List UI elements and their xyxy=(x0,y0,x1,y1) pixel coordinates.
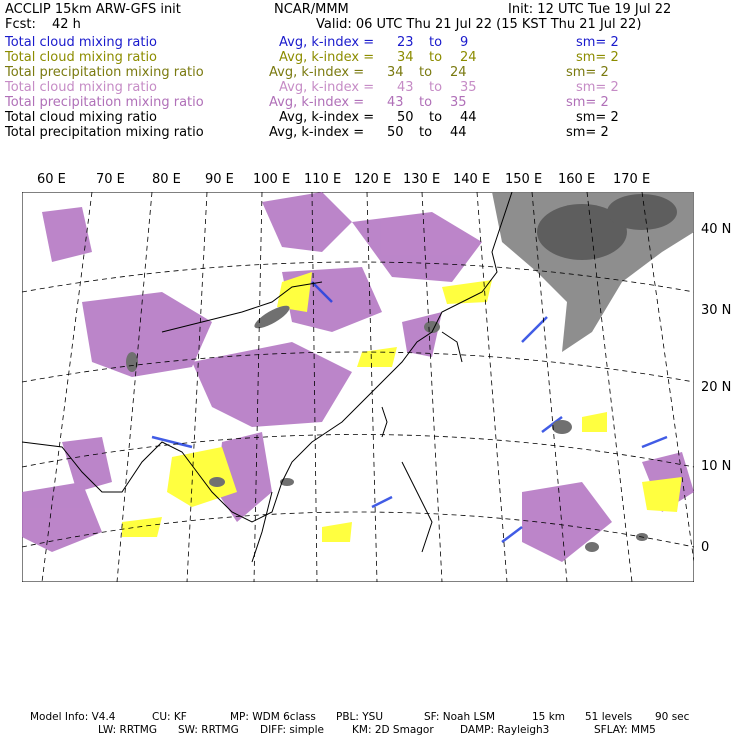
field-avg: Avg, k-index = xyxy=(279,80,375,95)
lat-label: 30 N xyxy=(701,303,732,318)
field-name: Total cloud mixing ratio xyxy=(5,80,158,95)
field-avg: Avg, k-index = xyxy=(269,125,365,140)
field-row xyxy=(5,50,735,65)
field-name: Total cloud mixing ratio xyxy=(5,35,158,50)
lat-label: 40 N xyxy=(701,222,732,237)
footer-damp: DAMP: Rayleigh3 xyxy=(460,724,550,736)
lat-label: 10 N xyxy=(701,459,732,474)
weather-map xyxy=(22,192,694,582)
field-to: to xyxy=(419,125,433,140)
field-name: Total cloud mixing ratio xyxy=(5,110,158,125)
field-to: to xyxy=(429,80,443,95)
field-to: to xyxy=(429,110,443,125)
field-avg: Avg, k-index = xyxy=(269,65,365,80)
footer-lw: LW: RRTMG xyxy=(98,724,157,736)
field-k1: 34 xyxy=(387,65,404,80)
field-k2: 35 xyxy=(450,95,467,110)
field-k1: 23 xyxy=(397,35,414,50)
model-title: ACCLIP 15km ARW-GFS init xyxy=(5,2,181,17)
field-k1: 43 xyxy=(387,95,404,110)
field-sm: sm= 2 xyxy=(576,35,619,50)
field-k1: 34 xyxy=(397,50,414,65)
footer-cu: CU: KF xyxy=(152,711,187,723)
footer-resolution: 15 km xyxy=(532,711,566,723)
field-row xyxy=(5,125,735,140)
lon-label: 60 E xyxy=(37,172,66,187)
lon-label: 140 E xyxy=(453,172,491,187)
footer-model-info: Model Info: V4.4 xyxy=(30,711,116,723)
footer-sflay: SFLAY: MM5 xyxy=(594,724,656,736)
org-label: NCAR/MMM xyxy=(274,2,349,17)
footer-km: KM: 2D Smagor xyxy=(352,724,434,736)
field-to: to xyxy=(419,65,433,80)
footer-timestep: 90 sec xyxy=(655,711,690,723)
field-k2: 44 xyxy=(450,125,467,140)
field-name: Total cloud mixing ratio xyxy=(5,50,158,65)
lon-label: 120 E xyxy=(354,172,392,187)
footer-levels: 51 levels xyxy=(585,711,633,723)
field-row xyxy=(5,110,735,125)
field-to: to xyxy=(429,35,443,50)
lon-label: 110 E xyxy=(304,172,342,187)
field-sm: sm= 2 xyxy=(566,65,609,80)
field-k1: 50 xyxy=(397,110,414,125)
footer-mp: MP: WDM 6class xyxy=(230,711,316,723)
field-sm: sm= 2 xyxy=(576,110,619,125)
footer-pbl: PBL: YSU xyxy=(336,711,384,723)
field-k2: 44 xyxy=(460,110,477,125)
field-sm: sm= 2 xyxy=(576,80,619,95)
lon-label: 70 E xyxy=(96,172,125,187)
field-sm: sm= 2 xyxy=(566,125,609,140)
field-row xyxy=(5,95,735,110)
lon-label: 100 E xyxy=(253,172,291,187)
field-row xyxy=(5,65,735,80)
footer-sw: SW: RRTMG xyxy=(178,724,239,736)
field-to: to xyxy=(419,95,433,110)
field-k1: 50 xyxy=(387,125,404,140)
lon-label: 130 E xyxy=(403,172,441,187)
lon-label: 150 E xyxy=(505,172,543,187)
lat-label: 20 N xyxy=(701,380,732,395)
field-name: Total precipitation mixing ratio xyxy=(5,95,204,110)
init-time: Init: 12 UTC Tue 19 Jul 22 xyxy=(508,2,672,17)
fcst-label: Fcst: xyxy=(5,17,36,32)
field-k2: 24 xyxy=(450,65,467,80)
lon-label: 90 E xyxy=(205,172,234,187)
field-k2: 9 xyxy=(460,35,469,50)
footer-sf: SF: Noah LSM xyxy=(424,711,496,723)
field-avg: Avg, k-index = xyxy=(279,35,375,50)
field-row xyxy=(5,80,735,95)
field-name: Total precipitation mixing ratio xyxy=(5,65,204,80)
field-sm: sm= 2 xyxy=(576,50,619,65)
footer-diff: DIFF: simple xyxy=(260,724,324,736)
lon-label: 170 E xyxy=(613,172,651,187)
fcst-value: 42 h xyxy=(52,17,81,32)
lon-label: 80 E xyxy=(152,172,181,187)
field-k2: 24 xyxy=(460,50,477,65)
field-avg: Avg, k-index = xyxy=(279,50,375,65)
field-sm: sm= 2 xyxy=(566,95,609,110)
field-avg: Avg, k-index = xyxy=(279,110,375,125)
field-avg: Avg, k-index = xyxy=(269,95,365,110)
valid-time: Valid: 06 UTC Thu 21 Jul 22 (15 KST Thu 21 Jul 22) xyxy=(316,17,642,32)
lat-label: 0 xyxy=(701,540,710,555)
field-k1: 43 xyxy=(397,80,414,95)
field-name: Total precipitation mixing ratio xyxy=(5,125,204,140)
lon-label: 160 E xyxy=(558,172,596,187)
field-to: to xyxy=(429,50,443,65)
field-k2: 35 xyxy=(460,80,477,95)
field-row xyxy=(5,35,735,50)
